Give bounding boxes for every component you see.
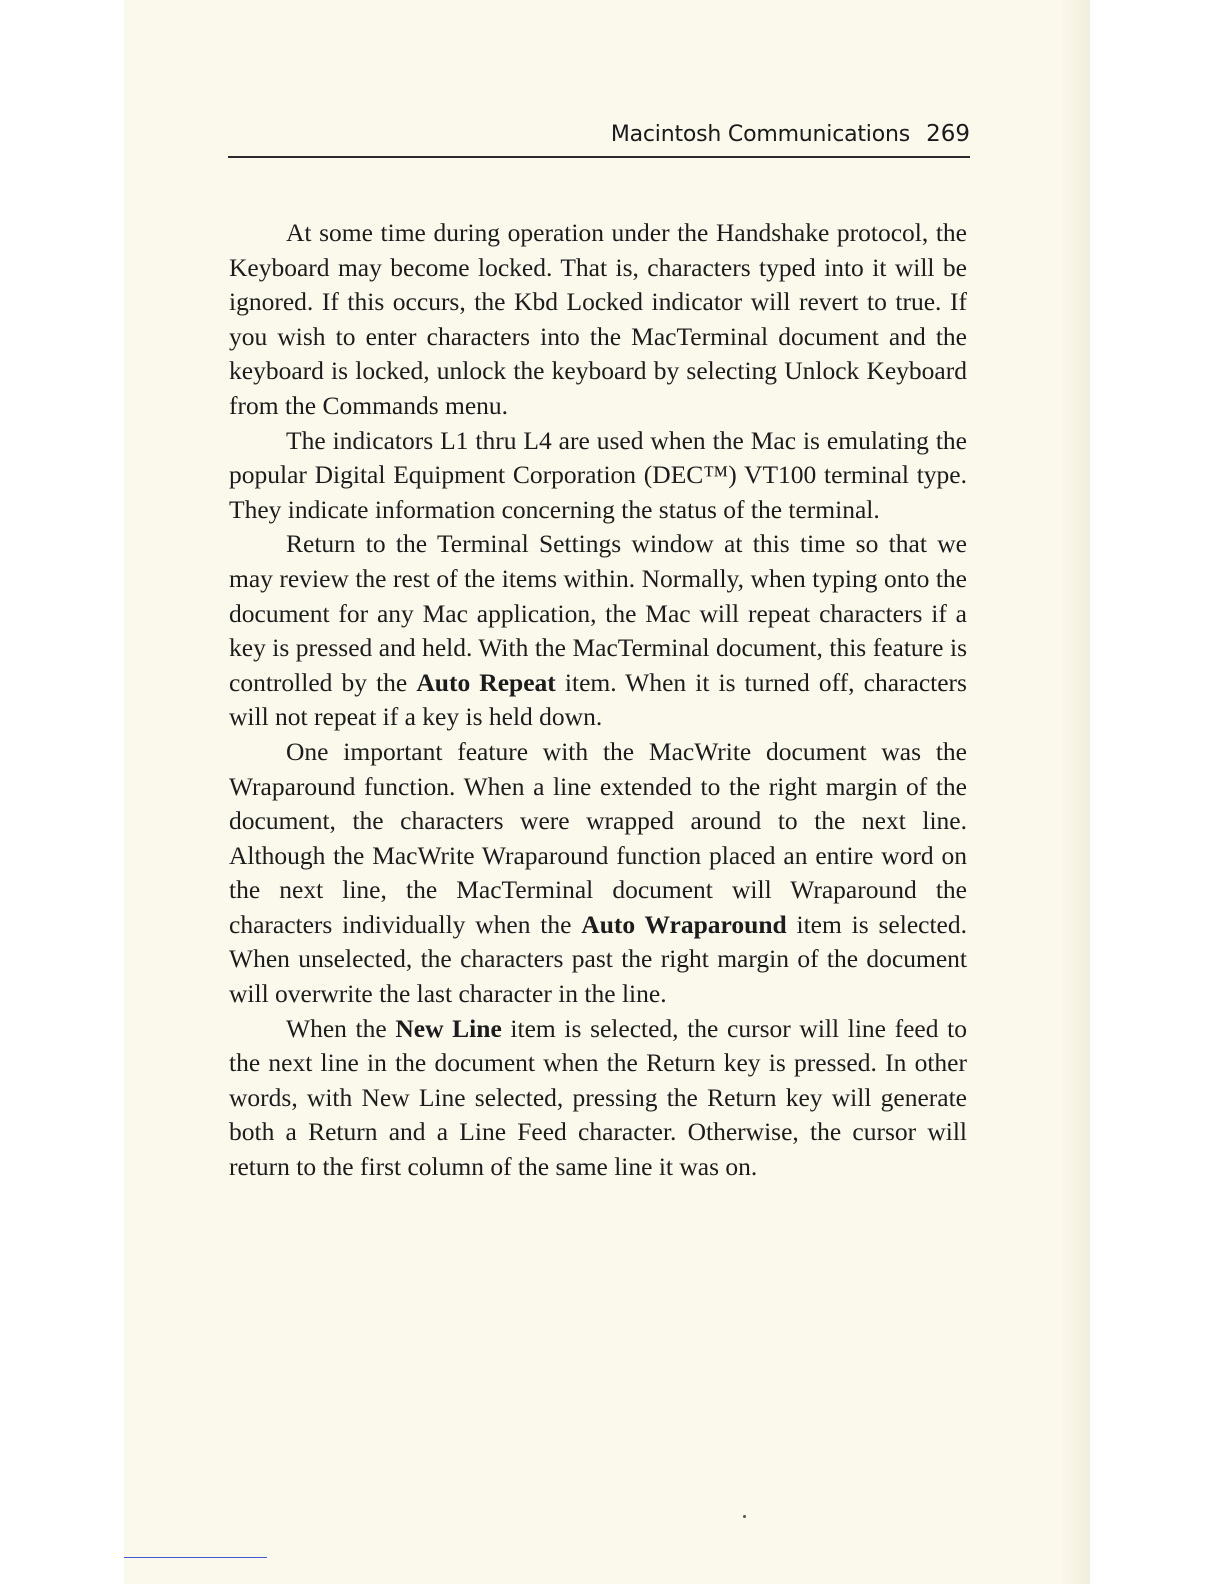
text-run: One important feature with the MacWrite document was the Wraparound function. When a line extended to the right margin of the document, the characters were wrapped around to the next line. Although the MacWrite Wraparound function placed an entire word on the next line, the MacTerminal document will Wraparound the characters individually when the — [229, 736, 967, 939]
body-text — [229, 216, 967, 1185]
paragraph — [229, 735, 967, 1012]
paragraph — [229, 216, 967, 424]
text-run: item is selected, the cursor will line feed to the next line in the document when the Return key is pressed. In other words, with New Line selected, pressing the Return key will generate both a Return and a Line Feed character. Otherwise, the cursor will return to the first column of the same line it was on. — [229, 1013, 967, 1182]
running-header — [228, 118, 970, 158]
text-run: When the — [286, 1013, 396, 1043]
paragraph — [229, 527, 967, 735]
bold-term-new-line: New Line — [395, 1013, 502, 1043]
text-run: item. When it is turned off, characters will not repeat if a key is held down. — [229, 667, 967, 732]
text-run: item is selected. When unselected, the characters past the right margin of the document will overwrite the last character in the line. — [229, 909, 967, 1009]
paragraph — [229, 1012, 967, 1185]
running-title: Macintosh Communications — [610, 122, 910, 147]
text-run: The indicators L1 thru L4 are used when the Mac is emulating the popular Digital Equipment Corporation (DEC™) VT100 terminal type. They indicate information concerning the status of the terminal. — [229, 425, 967, 524]
scan-speck — [743, 1515, 746, 1518]
bold-term-auto-wraparound: Auto Wraparound — [581, 909, 787, 939]
paragraph — [229, 424, 967, 528]
page-edge-shadow — [1060, 0, 1090, 1584]
bold-term-auto-repeat: Auto Repeat — [416, 667, 556, 697]
text-run: At some time during operation under the Handshake protocol, the Keyboard may become locked. That is, characters typed into it will be ignored. If this occurs, the Kbd Locked indicator will revert to true. If you wish to enter characters into the MacTerminal document and the keyboard is locked, unlock the keyboard by selecting Unlock Keyboard from the Commands menu. — [229, 218, 967, 420]
footer-rule — [124, 1557, 267, 1558]
page-number: 269 — [926, 121, 970, 147]
text-run: Return to the Terminal Settings window at this time so that we may review the rest of the items within. Normally, when typing onto the document for any Mac application, the Mac will repeat characters if a key is pressed and held. With the MacTerminal document, this feature is controlled by the — [229, 529, 967, 697]
